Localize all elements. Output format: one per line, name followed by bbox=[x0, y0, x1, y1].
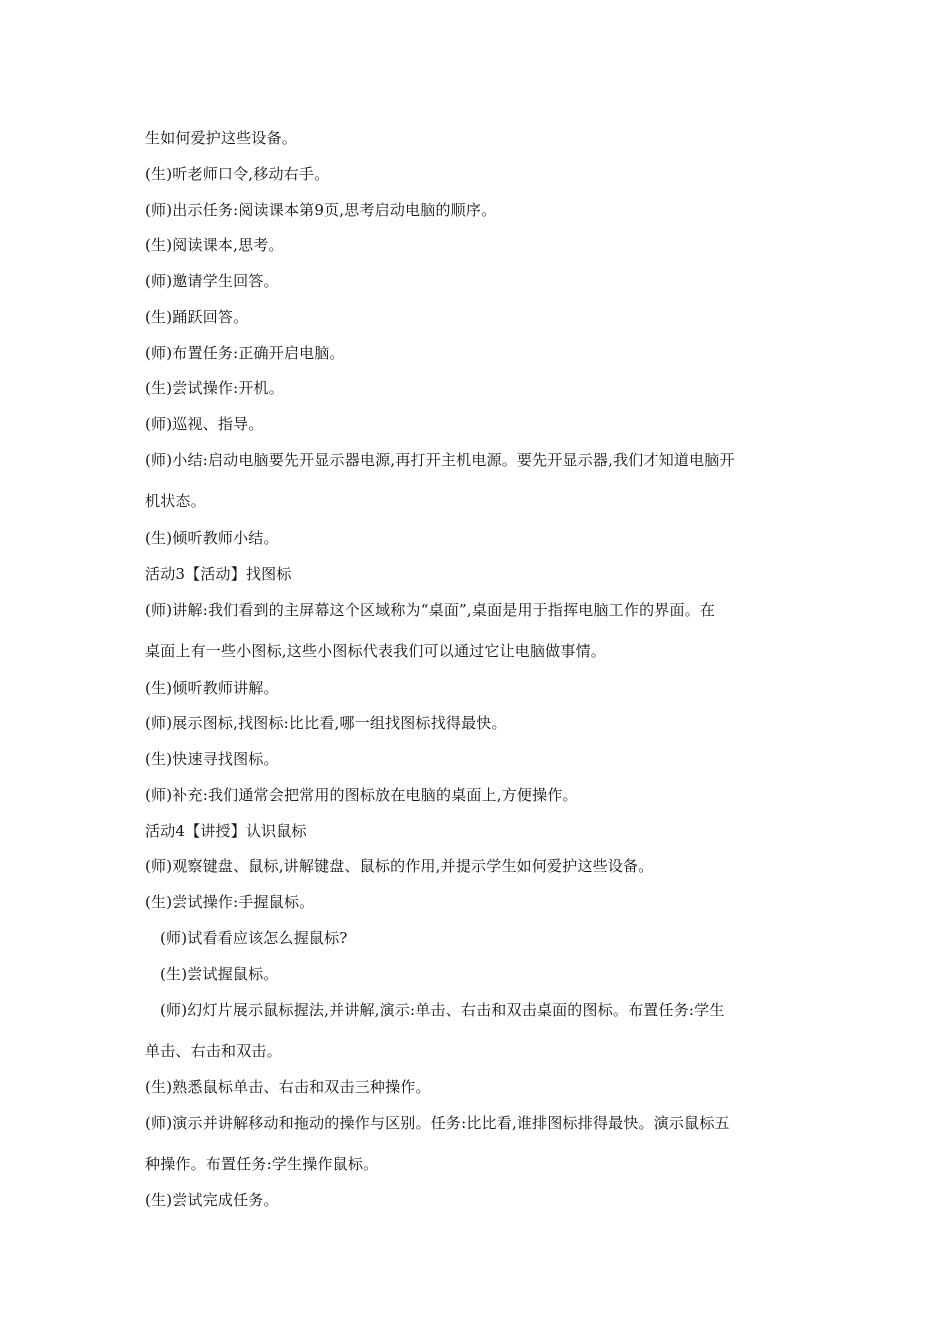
text-line-11: 机状态。 bbox=[145, 492, 206, 510]
text-line-12: (生)倾听教师小结。 bbox=[145, 529, 279, 547]
text-line-25: (师)幻灯片展示鼠标握法,并讲解,演示:单击、右击和双击桌面的图标。布置任务:学生 bbox=[160, 1001, 725, 1019]
activity-3-heading: 活动3【活动】找图标 bbox=[145, 565, 292, 583]
activity-4-heading: 活动4【讲授】认识鼠标 bbox=[145, 822, 307, 840]
text-line-28: (师)演示并讲解移动和拖动的操作与区别。任务:比比看,谁排图标排得最快。演示鼠标五 bbox=[145, 1114, 730, 1132]
text-line-23: (师)试看看应该怎么握鼠标? bbox=[160, 929, 348, 947]
text-line-10: (师)小结:启动电脑要先开显示器电源,再打开主机电源。要先开显示器,我们才知道电脑开 bbox=[145, 451, 735, 469]
text-line-14: (师)讲解:我们看到的主屏幕这个区域称为“桌面”,桌面是用于指挥电脑工作的界面。在 bbox=[145, 601, 716, 619]
text-line-21: (师)观察键盘、鼠标,讲解键盘、鼠标的作用,并提示学生如何爱护这些设备。 bbox=[145, 857, 654, 875]
text-line-17: (师)展示图标,找图标:比比看,哪一组找图标找得最快。 bbox=[145, 714, 507, 732]
text-line-4: (生)阅读课本,思考。 bbox=[145, 236, 284, 254]
text-line-27: (生)熟悉鼠标单击、右击和双击三种操作。 bbox=[145, 1078, 431, 1096]
text-line-7: (师)布置任务:正确开启电脑。 bbox=[145, 344, 345, 362]
text-line-5: (师)邀请学生回答。 bbox=[145, 272, 279, 290]
text-line-19: (师)补充:我们通常会把常用的图标放在电脑的桌面上,方便操作。 bbox=[145, 786, 578, 804]
text-line-22: (生)尝试操作:手握鼠标。 bbox=[145, 893, 315, 911]
text-line-1: 生如何爱护这些设备。 bbox=[145, 129, 298, 147]
text-line-15: 桌面上有一些小图标,这些小图标代表我们可以通过它让电脑做事情。 bbox=[145, 642, 606, 660]
text-line-2: (生)听老师口令,移动右手。 bbox=[145, 165, 330, 183]
text-line-29: 种操作。布置任务:学生操作鼠标。 bbox=[145, 1155, 379, 1173]
text-line-9: (师)巡视、指导。 bbox=[145, 415, 264, 433]
text-line-24: (生)尝试握鼠标。 bbox=[160, 965, 279, 983]
text-line-30: (生)尝试完成任务。 bbox=[145, 1191, 279, 1209]
text-line-18: (生)快速寻找图标。 bbox=[145, 750, 279, 768]
text-line-3: (师)出示任务:阅读课本第9页,思考启动电脑的顺序。 bbox=[145, 201, 497, 219]
text-line-6: (生)踊跃回答。 bbox=[145, 308, 249, 326]
text-line-8: (生)尝试操作:开机。 bbox=[145, 379, 284, 397]
text-line-26: 单击、右击和双击。 bbox=[145, 1042, 282, 1060]
text-line-16: (生)倾听教师讲解。 bbox=[145, 679, 279, 697]
